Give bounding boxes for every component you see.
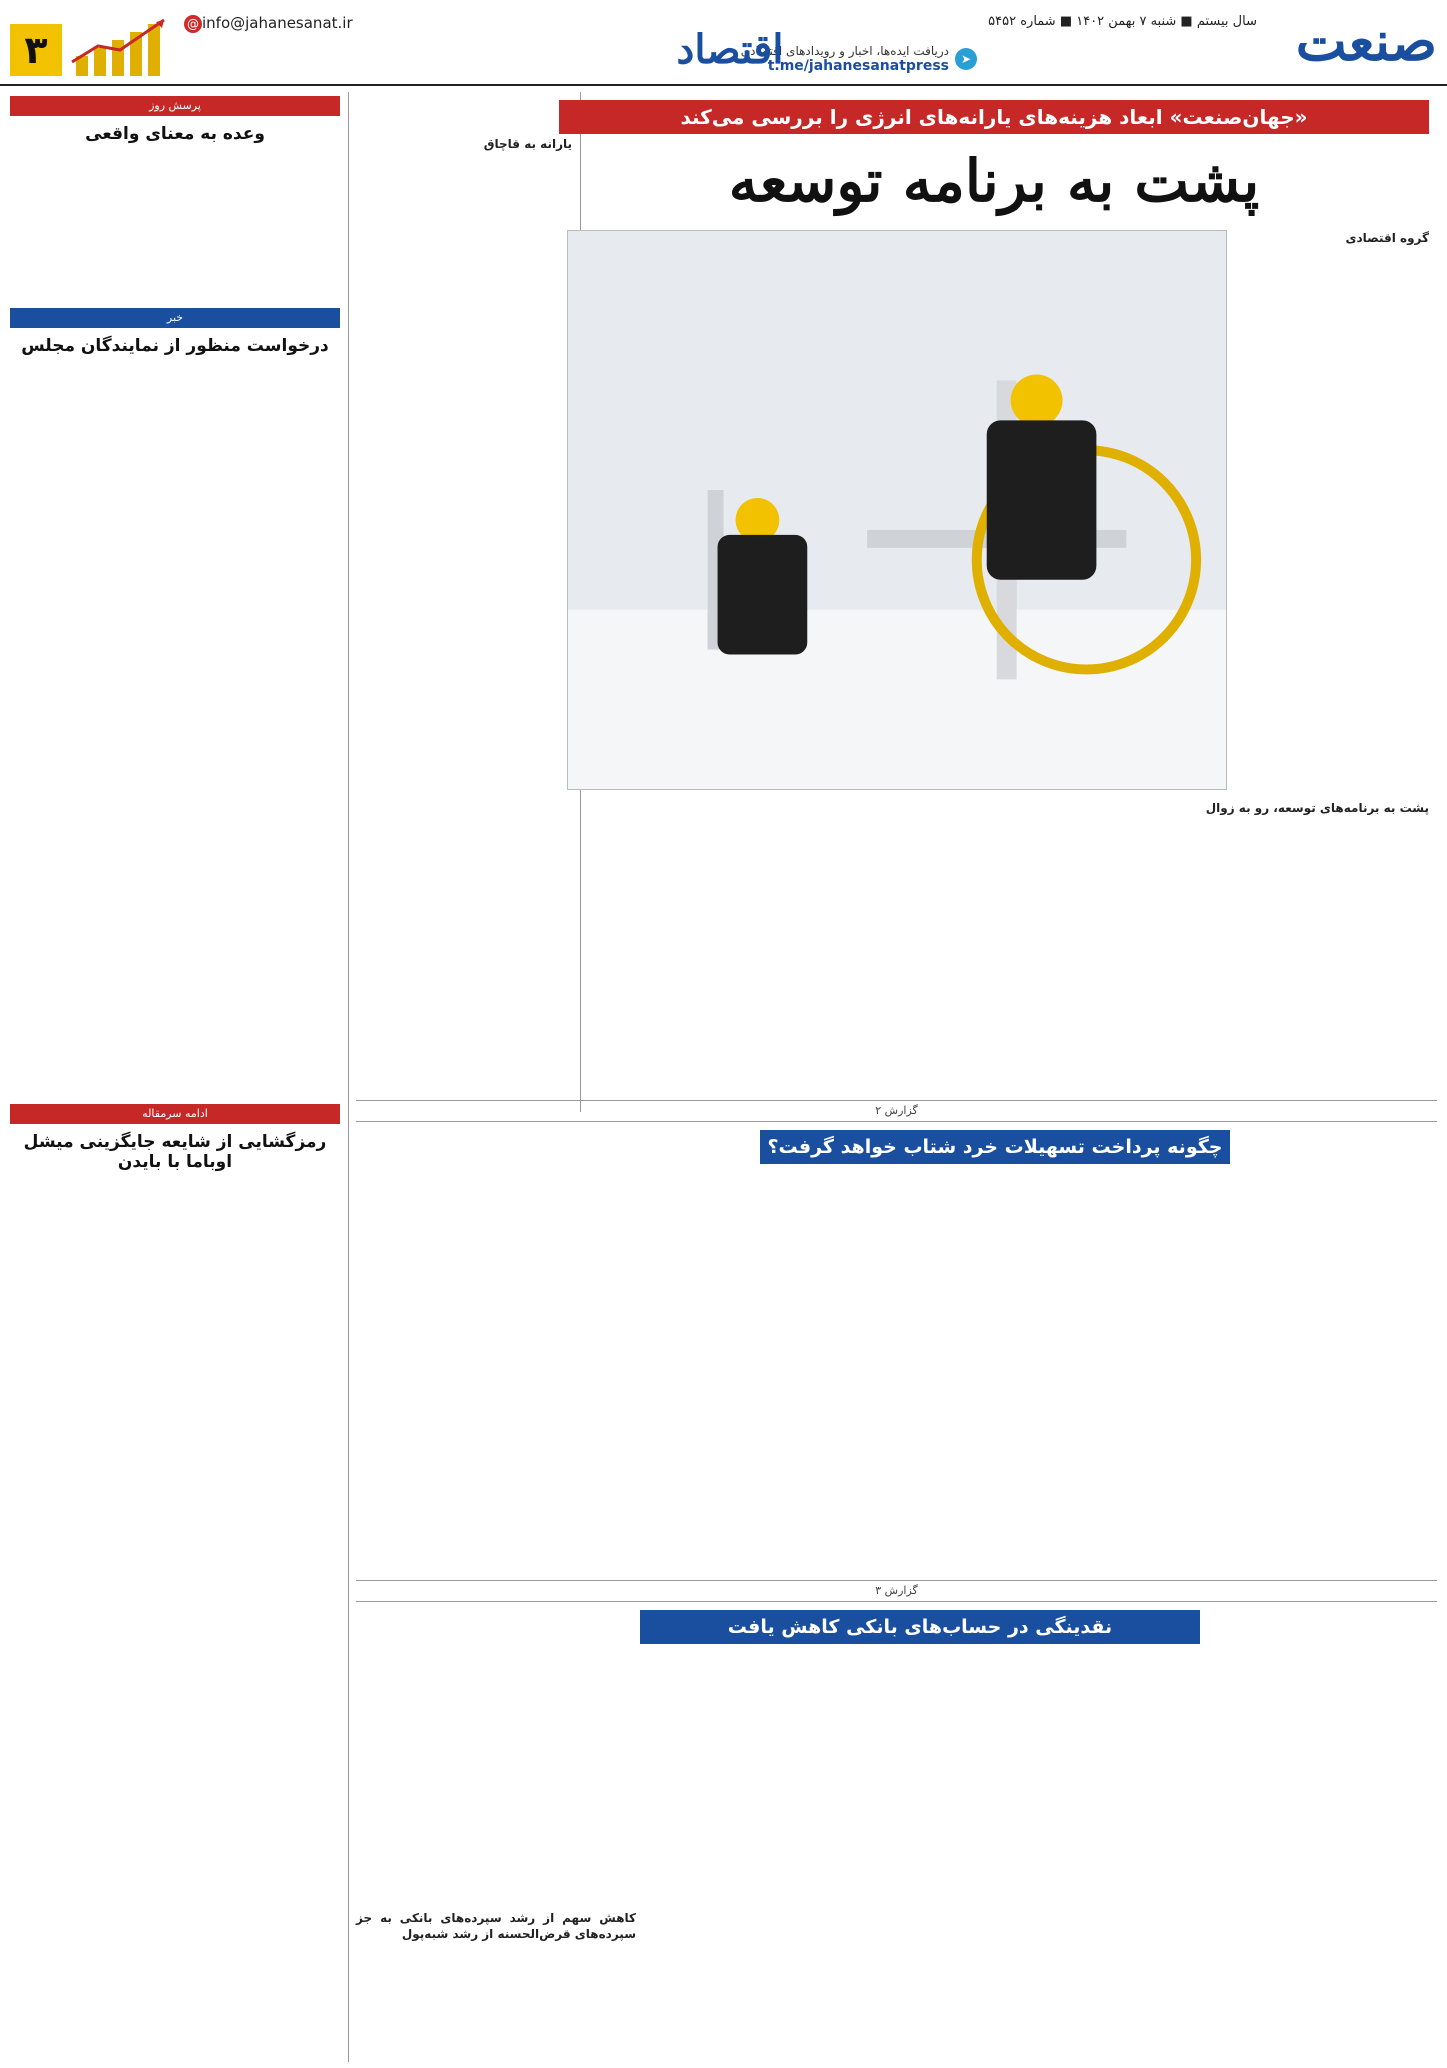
report-2-body bbox=[1239, 1130, 1429, 1570]
report-3-subhead: کاهش سهم از رشد سپرده‌های بانکی به جز سپرده‌های قرض‌الحسنه از رشد شبه‌پول bbox=[356, 1911, 636, 1941]
report-2-banner: گزارش ۲ bbox=[356, 1100, 1437, 1122]
report-3-headline[interactable]: نقدینگی در حساب‌های بانکی کاهش یافت bbox=[640, 1610, 1200, 1644]
report-3-body bbox=[787, 1650, 1207, 2060]
lead-body-column bbox=[356, 100, 572, 1090]
report-3-banner: گزارش ۳ bbox=[356, 1580, 1437, 1602]
telegram-label: دریافت ایده‌ها، اخبار و رویدادهای اقتصادی bbox=[740, 44, 949, 58]
lead-headline[interactable]: پشت به برنامه توسعه bbox=[728, 147, 1260, 215]
question-tab: پرسش روز bbox=[10, 96, 340, 116]
editorial-continued-tab: ادامه سرمقاله bbox=[10, 1104, 340, 1124]
question-body bbox=[10, 150, 340, 300]
lead-body-column bbox=[567, 800, 987, 1090]
lead-byline: گروه اقتصادی bbox=[1345, 231, 1429, 245]
news-body bbox=[10, 364, 340, 1094]
column-rule bbox=[348, 92, 349, 2062]
telegram-icon: ➤ bbox=[955, 48, 977, 70]
report-2-body bbox=[777, 1170, 1227, 1570]
dateline: سال بیستم ■ شنبه ۷ بهمن ۱۴۰۲ ■ شماره ۵۴۵۲ bbox=[988, 14, 1257, 29]
report-3-body bbox=[356, 1610, 636, 2060]
lead-photo bbox=[567, 230, 1227, 790]
section-title: اقتصاد bbox=[676, 26, 784, 73]
news-tab: خبر bbox=[10, 308, 340, 328]
at-icon: @ bbox=[184, 15, 202, 33]
editorial-continued-headline[interactable]: رمزگشایی از شایعه جایگزینی میشل اوباما با بایدن bbox=[23, 1132, 327, 1172]
email-contact[interactable]: @ info@jahanesanat.ir bbox=[180, 14, 353, 33]
lead-body-column bbox=[989, 800, 1429, 1090]
growth-chart-icon bbox=[68, 16, 178, 78]
report-3-body bbox=[1219, 1610, 1429, 2060]
news-headline[interactable]: درخواست منظور از نمایندگان مجلس bbox=[21, 336, 329, 356]
report-2-body bbox=[356, 1130, 756, 1570]
page-number: ۳ bbox=[10, 24, 62, 76]
telegram-url[interactable]: t.me/jahanesanatpress bbox=[767, 58, 949, 74]
report-2-headline[interactable]: چگونه پرداخت تسهیلات خرد شتاب خواهد گرفت؟ bbox=[760, 1130, 1230, 1164]
lead-kicker: «جهان‌صنعت» ابعاد هزینه‌های یارانه‌های انرژی را بررسی می‌کند bbox=[559, 100, 1429, 134]
editorial-continued-body bbox=[10, 1170, 340, 2060]
question-headline[interactable]: وعده به معنای واقعی bbox=[85, 124, 265, 144]
lead-subhead-2: یارانه به قاچاق bbox=[483, 137, 572, 151]
newspaper-logo[interactable]: صنعت bbox=[1295, 9, 1437, 73]
lead-subhead-1: پشت به برنامه‌های توسعه، رو به زوال bbox=[1205, 801, 1429, 815]
